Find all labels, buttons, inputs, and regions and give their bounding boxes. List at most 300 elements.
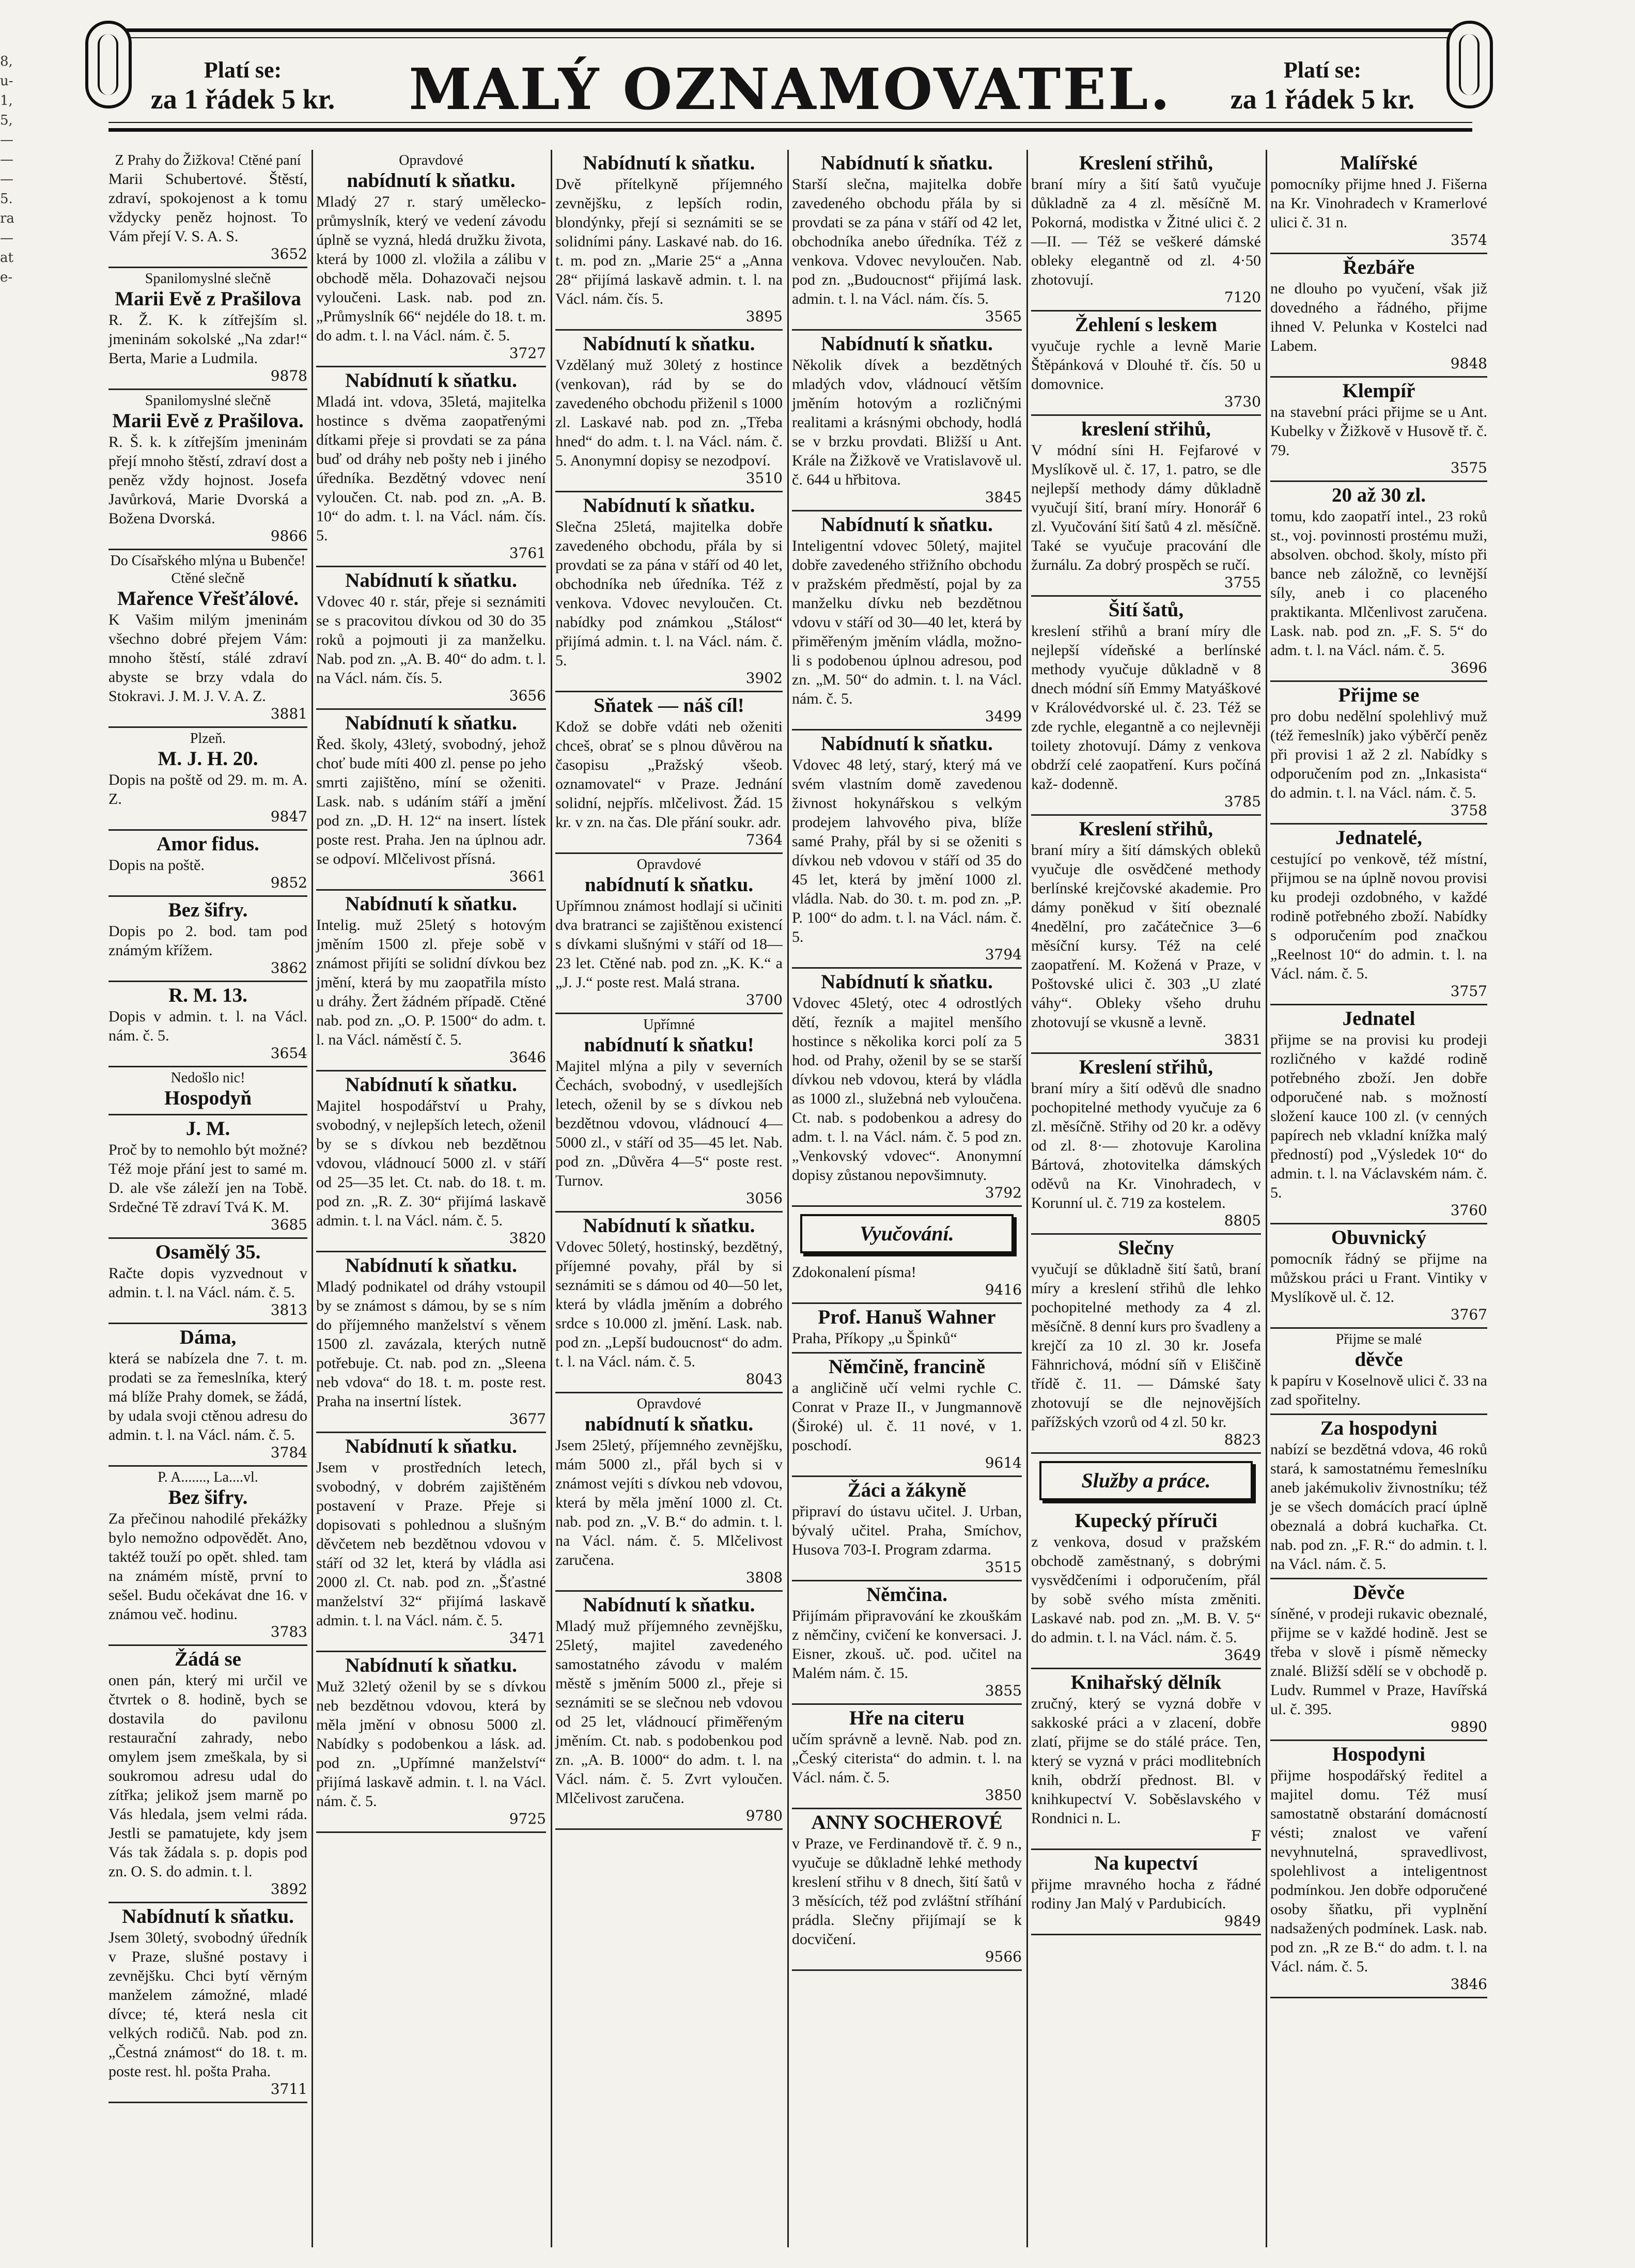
classified-ad	[108, 1324, 307, 1467]
ad-heading: Nabídnutí k sňatku.	[583, 494, 755, 517]
ad-number: 9780	[745, 1807, 783, 1824]
ad-heading: Nabídnutí k sňatku.	[583, 1215, 755, 1237]
classified-ad	[555, 1014, 783, 1213]
ad-heading: Kreslení střihů,	[1079, 152, 1213, 174]
ad-body: Vdovec 48 letý, starý, který má ve svém vlastním domě zavedenou živnost hokynářskou s velkým prodejem lahvového piva, blíže samé Prahy, přál by si se oženiti s dívkou neb vdovou v stáří od 35 do 45 let, která by jmění 1000 zl. vládla. Nab. do 30. t. m. pod zn. „P. P. 100“ do adm. t. l. na Václ. nám. č. 5.	[792, 756, 1022, 945]
ad-body: učím správně a levně. Nab. pod zn. „Český citerista“ do admin. t. l. na Václ. nám. č. 5.	[792, 1731, 1022, 1786]
ad-heading: děvče	[1354, 1348, 1403, 1371]
ad-number: 3056	[745, 1190, 783, 1207]
classified-ad	[555, 331, 783, 492]
classified-ad	[555, 1592, 783, 1830]
ad-body: pomocníky přijme hned J. Fišerna na Kr. Vinohradech v Kramerlové ulici č. 31 n.	[1270, 176, 1487, 231]
classified-ad	[792, 331, 1022, 511]
ad-number: 7364	[745, 831, 783, 848]
ad-body: Mladý podnikatel od dráhy vstoupil by se známost s dámou, by se s ním do příjemného manželství s věnem 1500 zl. zavázala, kterých nutně potřebuje. Ct. nab. pod zn. „Sleena neb vdova“ do 18. t. m. poste rest. Praha na insertní lístek.	[316, 1278, 546, 1410]
ad-number: 3808	[745, 1569, 783, 1586]
classified-ad	[316, 1652, 546, 1833]
ad-body: ne dlouho po vyučení, však již dovedného a řádného, přijme ihned V. Pelunka v Kostelci nad Labem.	[1270, 280, 1487, 354]
classified-ad	[316, 1071, 546, 1252]
classified-ad	[792, 1477, 1022, 1581]
ad-body: braní míry a šití dámských obleků vyučuje dle osvědčené methody berlínské krejčovské akademie. Pro dámy poněkud v šití obeznalé 4nedělní, pro začátečnice 3—6 měsíční kursy. Též na celé zaopatření. M. Kožená v Praze, v Poštovské ulici č. 303 „U zlaté váhy“. Obleky všeho druhu zhotovují se vkusně a levně.	[1031, 842, 1261, 1031]
ad-number: 3700	[745, 991, 783, 1008]
margin-bleed-fragment: 5.	[0, 191, 13, 207]
ad-heading: Nabídnutí k sňatku.	[821, 514, 993, 536]
ad-kicker: Spanilomyslné slečně	[145, 393, 271, 409]
ad-kicker: Přijme se malé	[1335, 1331, 1422, 1347]
ad-number: 3646	[509, 1049, 546, 1066]
ad-body: pomocník řádný se přijme na můžskou práci u Frant. Vintiky v Myslíkově ul. č. 12.	[1270, 1250, 1487, 1306]
ad-body: Intelig. muž 25letý s hotovým jměním 1500 zl. přeje sobě v známost přijíti se solidní dívkou bez jmění, která by mu zaopatřila místo u dráhy. Žert žádném případě. Ctěné nab. pod zn. „O. P. 1500“ do adm. t. l. na Václ. náměstí č. 5.	[316, 916, 546, 1048]
price-value: za 1 řádek 5 kr.	[150, 84, 335, 115]
ad-number: 3575	[1450, 459, 1487, 476]
classified-ad	[555, 692, 783, 854]
ad-number: 3758	[1450, 802, 1487, 819]
ad-number: 9566	[985, 1948, 1022, 1965]
ad-heading: Přijme se	[1338, 684, 1420, 706]
classified-ad	[1270, 378, 1487, 482]
ad-number: F	[1251, 1827, 1261, 1844]
ad-number: 3892	[270, 1881, 307, 1898]
column-rule	[1266, 150, 1267, 2247]
ad-number: 3685	[270, 1216, 307, 1233]
ad-kicker: Upřímné	[643, 1017, 695, 1033]
ad-number: 9848	[1450, 355, 1487, 372]
classified-ad	[792, 1809, 1022, 1971]
ad-heading: Nabídnutí k sňatku.	[345, 712, 517, 734]
ad-number: 3881	[270, 705, 307, 722]
ad-heading: Kreslení střihů,	[1079, 818, 1213, 840]
ad-heading: Nabídnutí k sňatku.	[583, 333, 755, 355]
ad-body: zručný, který se vyzná dobře v sakkoské práci a v zlacení, dobře zlatí, přijme se do stálé práce. Ten, který se vyzná v práci modlitebních knih, obdrží přednost. Bl. v knihkupectví V. Soběslavského v Rondnici n. L.	[1031, 1695, 1261, 1827]
masthead-scroll-ornament-left	[85, 21, 132, 108]
ad-body: Jsem v prostředních letech, svobodný, v dobrém zajištěném postavení v Praze. Přeje si dopisovati s pohlednou a slušným děvčetem neb bezdětnou vdovou v stáří od 32 let, která by vládla asi 2000 zl. Ct. nab. pod zn. „Šťastné manželství 32“ přijímá laskavě admin. t. l. na Václ. nám. č. 5.	[316, 1459, 546, 1629]
ad-body: Vdovec 50letý, hostinský, bezdětný, příjemné povahy, přál by si seznámiti se s dámou od 40—50 let, která by vládla jměním a dobrého srdce s 10.000 zl. jmění. Lask. nab. pod zn. „Lepší budoucnost“ do adm. t. l. na Václ. nám. č. 5.	[555, 1238, 783, 1370]
margin-bleed-fragment: —	[0, 172, 13, 187]
ad-heading: nabídnutí k sňatku.	[584, 874, 754, 896]
margin-bleed-fragment: —	[0, 230, 13, 246]
ad-number: 9866	[270, 527, 307, 545]
ad-number: 3850	[985, 1787, 1022, 1804]
ad-heading: Hře na citeru	[849, 1707, 965, 1729]
ad-number: 3761	[509, 545, 546, 562]
classified-ad	[1270, 682, 1487, 825]
ad-body: Vdovec 45letý, otec 4 odrostlých dětí, řezník a majitel menšího hostince s několika korci polí za 5 hod. od Prahy, oženil by se se starší dívkou neb vdovou, která by vládla as 1000 zl., služebná neb vyloučena. Ct. nab. s podobenkou a adresy do adm. t. l. na Václ. nám. č. 5 pod zn. „Venkovský vdovec“. Anonymní dopisy zůstanou nepovšimnuty.	[792, 995, 1022, 1184]
classified-ad	[792, 1354, 1022, 1477]
ad-heading: nabídnutí k sňatku.	[347, 169, 516, 192]
margin-bleed-fragment: e-	[0, 270, 13, 285]
ad-number: 3652	[270, 245, 307, 262]
ad-body: Jsem 30letý, svobodný úředník v Praze, slušné postavy i zevnějšku. Chci bytí věrným manželem zámožné, mladé dívce; té, která nesla cit velkých rodičů. Nab. pod zn. „Čestná známost“ do 18. t. m. poste rest. hl. pošta Praha.	[108, 1929, 307, 2080]
ad-heading: Knihařský dělník	[1070, 1671, 1222, 1694]
ad-number: 3711	[270, 2080, 307, 2098]
ad-heading: Nabídnutí k sňatku.	[345, 1254, 517, 1277]
column-3	[555, 150, 783, 2247]
classified-ad	[316, 710, 546, 891]
classified-ad	[555, 492, 783, 692]
ad-body: kreslení střihů a braní míry dle nejlepší vídeňské a berlínské methody vyučuje důkladně v 8 dnech módní síň Emmy Matyáškové v Královédvorské ul. č. 23. Též se zde rychle, elegantně a co nejlevněji toilety zhotovují. Dámy z venkova obdrží celé zaopatření. Kurs počíná kaž- dodenně.	[1031, 623, 1261, 793]
ad-number: 8823	[1224, 1431, 1261, 1448]
classified-ad	[555, 150, 783, 331]
ad-heading: M. J. H. 20.	[158, 748, 258, 770]
ad-body: onen pán, který mi určil ve čtvrtek o 8. hodině, bych se dostavila do pavilonu restaurační zahrady, nebo omylem jsem zmeškala, by si soukromou adresu udal do zítřka; jelikož jsem marně po Vás hledala, jsem velmi ráda. Jestli se pamatujete, kdy jsem Vás tak žádala s. p. dopis pod zn. O. S. do admin. t. l.	[108, 1672, 307, 1880]
ad-number: 3813	[270, 1301, 307, 1318]
ad-number: 3661	[509, 868, 546, 885]
classified-ad	[1031, 597, 1261, 816]
classified-ad	[108, 1239, 307, 1324]
ad-heading: Marii Evě z Prašilova.	[112, 410, 304, 432]
column-1	[108, 150, 307, 2247]
ad-number: 3855	[985, 1682, 1022, 1699]
ad-number: 3696	[1450, 659, 1487, 676]
classified-ad	[316, 891, 546, 1071]
ad-heading: Amor fidus.	[157, 833, 259, 855]
ad-number: 9890	[1450, 1718, 1487, 1735]
ad-heading: Děvče	[1353, 1581, 1405, 1604]
column-6	[1270, 150, 1487, 2247]
ad-heading: Němčině, francině	[828, 1356, 986, 1378]
ad-body: Kdož se dobře vdáti neb oženiti chceš, obrať se s plnou důvěrou na časopisu „Pražský všeob. oznamovatel“ v Praze. Jednání solidní, nejpřís. mlčelivost. Žád. 15 kr. v zn. na čas. Dle přání soukr. adr.	[555, 718, 783, 831]
masthead-price-left	[134, 56, 351, 114]
ad-kicker: Z Prahy do Žižkova! Ctěné paní	[115, 152, 301, 168]
classified-ad	[792, 1581, 1022, 1705]
section-banner: Vyučování.	[800, 1214, 1014, 1253]
ad-number: 3767	[1450, 1306, 1487, 1323]
classified-ad	[316, 567, 546, 710]
ad-heading: Nabídnutí k sňatku.	[345, 1435, 517, 1457]
ad-number: 3499	[985, 708, 1022, 725]
classified-ad	[1031, 1850, 1261, 1935]
ad-body: Vzdělaný muž 30letý z hostince (venkovan), rád by se do zavedeného obchodu přiženil s 1000 zl. Laskavé nab. pod zn. „Třeba hned“ do adm. t. l. na Václ. nám. č. 5. Anonymní dopisy se nezodpoví.	[555, 356, 783, 469]
ad-body: síněné, v prodeji rukavic obeznalé, přijme se v každé hodině. Jest se třeba v slově i písmě německy znalé. Bližší sdělí se v obchodě p. Ludv. Rummel v Praze, Havířská ul. č. 395.	[1270, 1605, 1487, 1718]
ad-heading: Mařence Vřešťálové.	[117, 587, 299, 610]
ad-number: 9847	[270, 808, 307, 825]
ad-number: 3656	[509, 687, 546, 704]
ad-heading: Kreslení střihů,	[1079, 1056, 1213, 1078]
ad-heading: nabídnutí k sňatku.	[584, 1413, 754, 1435]
ad-heading: Jednatelé,	[1335, 827, 1422, 849]
price-label: Platí se:	[204, 57, 282, 83]
ad-heading: Hospodyni	[1332, 1743, 1425, 1765]
margin-bleed-fragment: 1,	[0, 93, 13, 108]
classified-ad	[555, 854, 783, 1014]
ad-body: z venkova, dosud v pražském obchodě zaměstnaný, s dobrými vysvědčeními i odporučením, přál by sobě svého místa změniti. Laskavé nab. pod zn. „M. B. V. 5“ do admin. t. l. na Václ. nám. č. 5.	[1031, 1533, 1261, 1646]
classified-ad	[1031, 1508, 1261, 1669]
ad-number: 3677	[509, 1410, 546, 1427]
ad-heading: Obuvnický	[1331, 1226, 1427, 1249]
ad-body: a angličině učí velmi rychle C. Conrat v Praze II., v Jungmannově (Široké) ul. č. 11 nové, v 1. poschodí.	[792, 1379, 1022, 1454]
ad-number: 9614	[985, 1454, 1022, 1471]
classified-ad	[555, 1393, 783, 1592]
column-rule	[1026, 150, 1028, 2247]
ad-body: Přijímám připravování ke zkouškám z němčiny, cvičení ke konversaci. J. Eisner, zkouš. uč. pod. učitel na Malém nám. č. 15.	[792, 1607, 1022, 1682]
ad-number: 3785	[1224, 793, 1261, 810]
classified-ad	[792, 1705, 1022, 1809]
ad-number: 8043	[745, 1371, 783, 1388]
ad-heading: Žehlení s leskem	[1075, 314, 1218, 336]
price-value: za 1 řádek 5 kr.	[1230, 84, 1415, 115]
ad-body: přijme se na provisi ku prodeji rozličného v každé rodině potřebného zboží. Jen dobře odporučené nab. s možností složení kauce 100 zl. (v cenných papírech neb vkladní knížka malý předností) pod „Výsledek 10“ do admin. t. l. na Václavském nám. č. 5.	[1270, 1031, 1487, 1201]
ad-kicker: P. A......., La....vl.	[158, 1469, 258, 1485]
ad-body: Majitel mlýna a pily v severních Čechách, svobodný, v usedlejších letech, oženil by se s dívkou neb bezdětnou vdovou, vládnoucí 4—5000 zl., v stáří od 35—45 let. Nab. pod zn. „Důvěra 4—5“ poste rest. Turnov.	[555, 1058, 783, 1189]
ad-body: v Praze, ve Ferdinandově tř. č. 9 n., vyučuje se důkladně lehké methody kreslení střihu v 8 dnech, šití šatů v 3 měsících, též pod zvláštní stříhání prádla. Slečny přijímají se k docvičení.	[792, 1835, 1022, 1948]
ad-body: Jsem 25letý, příjemného zevnějšku, mám 5000 zl., přál bych si v známost vejíti s dívkou neb vdovou, která by měla jmění 1000 zl. Ct. nab. pod zn. „V. B.“ do admin. t. l. na Václ. nám. č. 5. Mlčelivost zaručena.	[555, 1437, 783, 1568]
ad-heading: Nabídnutí k sňatku.	[821, 733, 993, 755]
ad-body: Račte dopis vyzvednout v admin. t. l. na Václ. nám. č. 5.	[108, 1265, 307, 1301]
column-5	[1031, 150, 1261, 2247]
classified-ad	[1270, 1415, 1487, 1579]
ad-body: Mladý muž příjemného zevnějšku, 25letý, majitel zavedeného samostatného závodu v malém městě s jměním 5000 zl., přeje si seznámiti se se slečnou neb vdovou od 25 let, vládnoucí přiměřeným jměním. Ct. nab. s podobenkou pod zn. „A. B. 1000“ do adm. t. l. na Václ. nám. č. 5. Zvrt vyloučen. Mlčelivost zaručena.	[555, 1618, 783, 1807]
ad-number: 3862	[270, 959, 307, 976]
ad-body: k papíru v Koselnově ulici č. 33 na zad spořitelny.	[1270, 1372, 1487, 1408]
ad-body: Několik dívek a bezdětných mladých vdov, vládnoucí větším jměním hotovým a rozličnými realitami a krásnými obchody, hodlá se v brzku provdati. Bližší u Ant. Krále na Žižkově ve Vratislavově ul. č. 644 u hřbitova.	[792, 356, 1022, 488]
ad-number: 9416	[985, 1281, 1022, 1298]
ad-heading: Nabídnutí k sňatku.	[122, 1905, 294, 1928]
ad-number: 3755	[1224, 574, 1261, 591]
ad-body: Za přečinou nahodilé překážky bylo nemožno odpovědět. Ano, taktéž touží po opět. shled. tam na známém místě, první to sešel. Budu očekávat dne 16. v známou več. hodinu.	[108, 1510, 307, 1623]
classified-ad	[108, 897, 307, 982]
margin-bleed	[0, 52, 14, 287]
ad-heading: Nabídnutí k sňatku.	[345, 1074, 517, 1096]
ad-heading: Nabídnutí k sňatku.	[345, 893, 517, 915]
ad-heading: Jednatel	[1342, 1007, 1415, 1030]
ad-body: V módní síni H. Fejfarové v Myslíkově ul. č. 17, 1. patro, se dle nejlepší methody dámy důkladně vyučují šití, braní míry. Honorář 6 zl. Vyučování šití šatů 4 zl. měsíčně. Také se vyučuje pracování dle žurnálu. Za dobrý prospěch se ručí.	[1031, 442, 1261, 573]
ad-body: Upřímnou známost hodlají si učiniti dva bratranci se zajištěnou existencí s dívkami slušnými v stáří od 18—23 let. Ctěné nab. pod zn. „K. K.“ a „J. J.“ poste rest. Malá strana.	[555, 897, 783, 991]
ad-number: 3471	[509, 1629, 546, 1646]
column-rule	[312, 150, 313, 2247]
margin-bleed-fragment: —	[0, 132, 13, 148]
price-label: Platí se:	[1283, 57, 1362, 83]
ad-body: Vdovec 40 r. stár, přeje si seznámiti se s pracovitou dívkou od 30 do 35 roků a pojmouti ji za manželku. Nab. pod zn. „A. B. 40“ do adm. t. l. na Václ. nám. čís. 5.	[316, 593, 546, 687]
ad-number: 3565	[985, 308, 1022, 325]
ad-kicker: Opravdové	[636, 857, 702, 873]
margin-bleed-fragment: at	[0, 250, 13, 266]
ad-body: Dopis na poště.	[108, 857, 205, 874]
column-rule	[787, 150, 789, 2247]
ad-body: Dopis v admin. t. l. na Václ. nám. č. 5.	[108, 1008, 307, 1044]
ad-body: vyučují se důkladně šití šatů, braní míry a kreslení střihů dle lehko pochopitelné methody za 4 zl. měsíčně. 8 denní kurs pro švadleny a krejčí za 10 zl. 30 kr. Josefa Fähnrichová, módní síň v Eliščině třídě č. 11. — Dámské šaty zhotovují se dle nejnovějších pařížských vzorů od 4 zl. 50 kr.	[1031, 1261, 1261, 1431]
ad-body: připraví do ústavu učitel. J. Urban, bývalý učitel. Praha, Smíchov, Husova 703-I. Program zdarma.	[792, 1503, 1022, 1558]
ad-heading: Němčina.	[866, 1583, 948, 1606]
ad-kicker: Do Císařského mlýna u Bubenče! Ctěné slečně	[110, 553, 306, 586]
classified-ad	[108, 268, 307, 390]
ad-heading: Nabídnutí k sňatku.	[821, 152, 993, 174]
masthead-scroll-ornament-right	[1446, 21, 1493, 108]
ad-body: Muž 32letý oženil by se s dívkou neb bezdětnou vdovou, která by měla jmění v obnosu 5000 zl. Nabídky s podobenkou a lásk. ad. pod zn. „Upřímné manželství“ přijímá laskavě admin. t. l. na Václ. nám. č. 5.	[316, 1678, 546, 1810]
ad-number: 3510	[745, 470, 783, 487]
classified-ad	[1031, 150, 1261, 312]
ad-heading: Žáci a žákyně	[847, 1479, 967, 1501]
ad-number: 3760	[1450, 1202, 1487, 1219]
ad-body: Inteligentní vdovec 50letý, majitel dobře zavedeného střižního obchodu v pražském předměstí, pojal by za manželku dívku neb bezdětnou vdovu v stáří od 30—40 let, která by přiměřeným jměním vládla, možno-li s podobenou úplnou adresou, pod zn. „M. 50“ do admin. t. l. na Václ. nám. č. 5.	[792, 537, 1022, 707]
ad-body: Zdokonalení písma!	[792, 1264, 916, 1281]
ad-heading: R. M. 13.	[168, 984, 247, 1006]
ad-number: 9852	[270, 874, 307, 891]
classified-ad	[1270, 482, 1487, 682]
ad-number: 3784	[270, 1444, 307, 1461]
ad-body: vyučuje rychle a levně Marie Štěpánková v Dlouhé tř. čís. 50 u domovnice.	[1031, 337, 1261, 393]
ad-kicker: Plzeň.	[190, 731, 226, 747]
ad-heading: Nabídnutí k sňatku.	[821, 971, 993, 993]
classified-ad	[108, 1467, 307, 1646]
classified-ad	[1270, 1005, 1487, 1224]
ad-heading: Klempíř	[1342, 380, 1415, 402]
ad-body: Praha, Příkopy „u Špinků“	[792, 1330, 957, 1347]
ad-heading: Nabídnutí k sňatku.	[583, 152, 755, 174]
page-title: MALÝ OZNAMOVATEL.	[409, 56, 1172, 122]
ad-number: 3820	[509, 1230, 546, 1247]
ad-body: Řed. školy, 43letý, svobodný, jehož choť bude míti 400 zl. pense po jeho smrti zajištěno, míní se oženiti. Lask. nab. s udáním stáří a jmění pod zn. „D. H. 12“ na insert. lístek poste rest. Praha. Jen na úplnou adr. se odpoví. Mlčelivost přísná.	[316, 736, 546, 867]
ad-body: R. Š. k. k zítřejším jmeninám přejí mnoho štěstí, zdraví dost a peněz vždy hojnost. Josefa Javůrková, Marie Dvorská a Božena Dvorská.	[108, 433, 307, 527]
ad-heading: Kupecký příruči	[1075, 1510, 1218, 1532]
ad-body: Marii Schubertové. Štěstí, zdraví, spokojenost a k tomu vždycky peněz hojnost. To Vám přejí V. S. A. S.	[108, 170, 307, 245]
classified-ad	[108, 1646, 307, 1903]
ad-body: pro dobu nedělní spolehlivý muž (též řemeslník) jako výběrčí peněz při provisi 1 až 2 zl. Nabídky s odporučením pod zn. „Inkasista“ do admin. t. l. na Václ. nám. č. 5.	[1270, 708, 1487, 801]
ad-body: tomu, kdo zaopatří intel., 23 roků st., voj. povinnosti prostému muži, absolven. obchod. školy, místo při bance neb záložně, co levnější síly, aneb i co placeného praktikanta. Mlčenlivost zaručena. Lask. nab. pod zn. „F. S. 5“ do adm. t. l. na Václ. nám. č. 5.	[1270, 508, 1487, 659]
ad-number: 9849	[1224, 1913, 1261, 1930]
ad-kicker: Nedošlo nic!	[170, 1070, 245, 1086]
ad-heading: Dáma,	[179, 1326, 237, 1348]
ad-number: 3895	[745, 308, 783, 325]
ad-kicker: Spanilomyslné slečně	[145, 271, 271, 287]
classified-ad	[316, 150, 546, 367]
column-2	[316, 150, 546, 2247]
ad-heading: Sňatek — náš cíl!	[594, 694, 744, 717]
ad-number: 3574	[1450, 231, 1487, 248]
ad-heading: kreslení střihů,	[1081, 418, 1211, 440]
classified-ad	[1270, 1579, 1487, 1741]
masthead-price-right	[1214, 56, 1431, 114]
ad-heading: Nabídnutí k sňatku.	[821, 333, 993, 355]
classified-ad	[1270, 825, 1487, 1005]
ad-body: Mladá int. vdova, 35letá, majitelka hostince s dvěma zaopatřenými dítkami přeje si provdati se za pána buď od dráhy neb pošty neb i jiného úředníka. Bezdětný vdovec není vyloučen. Ct. nab. pod zn. „A. B. 10“ do adm. t. l. na Václ. nám. čís. 5.	[316, 393, 546, 544]
ad-heading: nabídnutí k sňatku!	[584, 1034, 754, 1056]
ad-heading: Za hospodyni	[1320, 1417, 1438, 1439]
ad-body: braní míry a šití oděvů dle snadno pochopitelné methody vyučuje za 6 zl. měsíčně. Střihy od 20 kr. a oděvy od zl. 8·— zhotovuje Karolina Bártová, zhotovitelka dámských oděvů na Kr. Vinohradech, v Korunní ul. č. 719 za kostelem.	[1031, 1080, 1261, 1211]
margin-bleed-fragment: ra	[0, 211, 14, 226]
ad-heading: Nabídnutí k sňatku.	[583, 1594, 755, 1616]
classified-ad	[1031, 416, 1261, 597]
ad-heading: Hospodyň	[164, 1087, 252, 1109]
ad-body: Slečna 25letá, majitelka dobře zavedeného obchodu, přála by si provdati se za pána v stáří od 40 let, obchodníka neb úředníka. Též z venkova. Vdovec nevyloučen. Ct. nabídky pod známkou „Stálost“ přijímá admin. t. l. na Václ. nám. č. 5.	[555, 518, 783, 669]
ad-heading: ANNY SOCHEROVÉ	[811, 1811, 1003, 1834]
classified-ad	[108, 390, 307, 550]
ad-body: K Vašim milým jmeninám všechno dobré přejem Vám: mnoho štěstí, stálé zdraví abyste se brzy vdala do Stokravi. J. M. J. V. A. Z.	[108, 611, 307, 705]
ad-body: Proč by to nemohlo být možné? Též moje přání jest to samé m. D. ale vše záleží jen na Tobě. Srdečné Tě zdraví Tvá K. M.	[108, 1141, 307, 1216]
ad-heading: Žádá se	[175, 1648, 241, 1670]
ad-heading: Šití šatů,	[1108, 599, 1184, 621]
ad-body: Dopis na poště od 29. m. m. A. Z.	[108, 771, 307, 807]
ad-heading: Bez šifry.	[168, 899, 248, 921]
ad-heading: 20 až 30 zl.	[1332, 484, 1426, 506]
ad-heading: Slečny	[1118, 1237, 1174, 1259]
classified-ad	[1270, 254, 1487, 378]
ad-number: 3902	[745, 670, 783, 687]
ad-number: 3727	[509, 345, 546, 362]
ad-heading: J. M.	[185, 1117, 230, 1140]
classified-ad	[1031, 1235, 1261, 1454]
ad-heading: Řezbáře	[1343, 256, 1415, 278]
ad-body: R. Ž. K. k zítřejším sl. jmeninám sokolské „Na zdar!“ Berta, Marie a Ludmila.	[108, 312, 307, 367]
ad-number: 9725	[509, 1810, 546, 1827]
ad-body: nabízí se bezdětná vdova, 46 roků stará, k samostatnému řemeslníku aneb jakémukoliv živnostníku; též je se všech domácích prací úplně obeznalá a dobrá kuchařka. Ct. nab. pod zn. „F. R.“ do admin. t. l. na Václ. nám. č. 5.	[1270, 1441, 1487, 1573]
ad-body: na stavební práci přijme se u Ant. Kubelky v Žižkově v Husově tř. č. 79.	[1270, 403, 1487, 459]
classified-ad	[555, 1213, 783, 1393]
classified-ad	[792, 1304, 1022, 1354]
ad-number: 3846	[1450, 1976, 1487, 1993]
ad-number: 3757	[1450, 983, 1487, 1000]
ad-body: Dvě přítelkyně příjemného zevnějšku, z lepších rodin, blondýnky, přejí si seznámiti se se solidními pány. Laskavé nab. do 16. t. m. pod zn. „Marie 25“ a „Anna 28“ přijímá laskavě admin. t. l. na Václ. nám. čís. 5.	[555, 176, 783, 307]
ad-number: 3845	[985, 489, 1022, 506]
margin-bleed-fragment: —	[0, 152, 13, 167]
classified-ad	[108, 831, 307, 897]
ad-heading: Osamělý 35.	[155, 1241, 261, 1263]
ad-kicker: Opravdové	[399, 152, 463, 168]
classified-ad	[1031, 1669, 1261, 1850]
classified-ad	[792, 150, 1022, 331]
classified-ad	[792, 731, 1022, 969]
ad-body: přijme hospodářský ředitel a majitel domu. Též musí samostatně obstarání domácností vésti; znalost ve vaření nevyhnutelná, spravedlivost, spolehlivost a inteligentnost podmínkou. Jen dobře odporučené osoby šňatku, při vyplnění nadsažených podmínek. Lask. nab. pod zn. „R ze B.“ do adm. t. l. na Václ. nám. č. 5.	[1270, 1767, 1487, 1975]
ad-number: 3792	[985, 1184, 1022, 1201]
ad-body: Majitel hospodářství u Prahy, svobodný, v nejlepších letech, oženil by se s dívkou neb bezdětnou vdovou, vládnoucí 5000 zl. v stáří od 25—35 let. Ct. nab. do 18. t. m. pod zn. „R. Z. 30“ přijímá laskavě admin. t. l. na Václ. nám. č. 5.	[316, 1097, 546, 1229]
classified-ad	[316, 1252, 546, 1433]
classified-ad	[1270, 1224, 1487, 1329]
classified-ad	[792, 969, 1022, 1207]
ad-number: 3794	[985, 946, 1022, 963]
margin-bleed-fragment: 5,	[0, 113, 13, 128]
ad-heading: Nabídnutí k sňatku.	[345, 369, 517, 392]
classified-ad	[316, 1433, 546, 1652]
ad-body: která se nabízela dne 7. t. m. prodati se za řemeslníka, který má blíže Prahy domek, se žádá, by udala svoji ctěnou adresu do admin. t. l. na Václ. nám. č. 5.	[108, 1350, 307, 1443]
ad-number: 3515	[985, 1559, 1022, 1576]
ad-body: braní míry a šití šatů vyučuje důkladně za 4 zl. měsíčně M. Pokorná, modistka v Žitné ulici č. 2—II. — Též se veškeré dámské obleky elegantně od zl. 4·50 zhotovují.	[1031, 176, 1261, 288]
classified-ad	[108, 1067, 307, 1115]
column-4	[792, 150, 1022, 2247]
ad-heading: Bez šifry.	[168, 1486, 248, 1509]
margin-bleed-fragment: 8,	[0, 54, 13, 69]
ad-number: 9878	[270, 367, 307, 384]
ad-heading: Nabídnutí k sňatku.	[345, 1654, 517, 1676]
classified-ad	[1270, 1741, 1487, 1998]
ad-heading: Prof. Hanuš Wahner	[818, 1306, 996, 1328]
ad-number: 3654	[270, 1045, 307, 1062]
ad-kicker: Opravdové	[636, 1396, 702, 1412]
margin-bleed-fragment: u-	[0, 73, 13, 89]
ad-heading: Marii Evě z Prašilova	[115, 288, 301, 310]
classified-ad	[1270, 1329, 1487, 1415]
ad-number: 3649	[1224, 1646, 1261, 1664]
ad-body: cestující po venkově, též místní, přijmou se na úplně novou provisi ku prodeji ozdobného, v každé rodině potřebného zboží. Nabídky s odporučením pod značkou „Reelnost 10“ do admin. t. l. na Václ. nám. č. 5.	[1270, 850, 1487, 982]
ad-body: Mladý 27 r. starý umělecko-průmyslník, který ve vedení závodu úplně se vyzná, hledá družku života, která by 1000 zl. vložila a zálibu v obchodě měla. Dohazovači nejsou vyloučeni. Lask. nab. pod zn. „Průmyslník 66“ nejdéle do 18. t. m. do adm. t. l. na Václ. nám. č. 5.	[316, 193, 546, 344]
ad-number: 7120	[1224, 289, 1261, 306]
ad-body: Dopis po 2. bod. tam pod známým křížem.	[108, 923, 307, 959]
ad-heading: Na kupectví	[1094, 1852, 1198, 1874]
classified-ad	[1270, 150, 1487, 254]
classified-ad	[108, 1115, 307, 1239]
ad-number: 3730	[1224, 393, 1261, 410]
classified-ad	[1031, 816, 1261, 1054]
classified-ad	[108, 150, 307, 268]
classified-ad	[108, 728, 307, 831]
ad-body: přijme mravného hocha z řádné rodiny Jan Malý v Pardubicích.	[1031, 1876, 1261, 1912]
ad-heading: Malířské	[1340, 152, 1418, 174]
classified-ad	[316, 367, 546, 567]
classified-ad	[1031, 312, 1261, 416]
column-rule	[551, 150, 552, 2247]
ad-number: 3831	[1224, 1031, 1261, 1048]
classified-ad	[108, 982, 307, 1067]
ad-number: 8805	[1224, 1212, 1261, 1229]
classified-ad	[792, 1261, 1022, 1304]
